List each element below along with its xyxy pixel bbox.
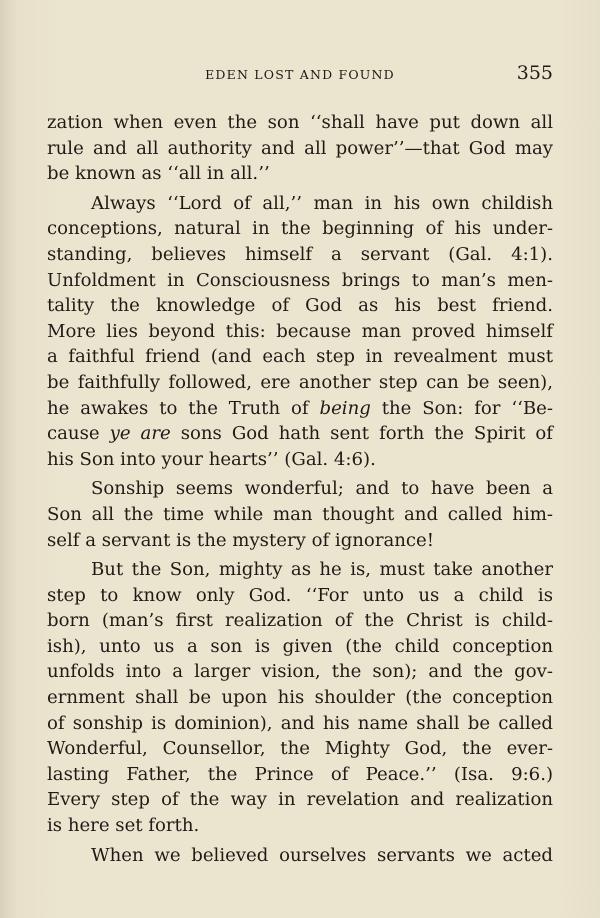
text-line: standing, believes himself a servant (Gal. 4:1). <box>47 243 553 265</box>
paragraph <box>47 191 553 473</box>
text-line: born (man’s first realization of the Christ is child- <box>47 610 553 632</box>
text-line: Always ‘‘Lord of all,’’ man in his own childish <box>91 192 553 214</box>
running-title: EDEN LOST AND FOUND <box>205 67 395 82</box>
text-line: of sonship is dominion), and his name shall be called <box>47 712 553 734</box>
text-line: More lies beyond this: because man proved himself <box>47 320 553 342</box>
text-line: self a servant is the mystery of ignorance! <box>47 529 435 551</box>
text-line: he awakes to the Truth of being the Son: for ‘‘Be- <box>47 397 553 419</box>
text-line: rule and all authority and all power’’—that God may <box>47 137 553 159</box>
text-line: ish), unto us a son is given (the child conception <box>47 635 553 657</box>
text-line: zation when even the son ‘‘shall have put down all <box>47 112 553 133</box>
text-line: Son all the time while man thought and called him- <box>47 503 553 525</box>
text-line: Every step of the way in revelation and realization <box>47 789 553 811</box>
text-line: is here set forth. <box>47 815 200 837</box>
text-line: be faithfully followed, ere another step can be seen), <box>47 371 553 393</box>
text-line: his Son into your hearts’’ (Gal. 4:6). <box>47 448 376 470</box>
text-line: tality the knowledge of God as his best friend. <box>47 295 553 317</box>
text-line: unfolds into a larger vision, the son); and the gov- <box>47 661 553 683</box>
text-line: Sonship seems wonderful; and to have been a <box>91 478 553 500</box>
paragraph <box>47 557 553 839</box>
paragraph <box>47 110 553 187</box>
body-text <box>47 110 553 868</box>
text-line: a faithful friend (and each step in revealment must <box>47 346 553 368</box>
text-line: lasting Father, the Prince of Peace.’’ (Isa. 9:6.) <box>47 763 553 785</box>
text-line: conceptions, natural in the beginning of his under- <box>47 218 553 240</box>
text-line: Wonderful, Counsellor, the Mighty God, the ever- <box>47 738 553 760</box>
page-number: 355 <box>516 62 553 84</box>
running-head <box>47 62 553 86</box>
text-line: Unfoldment in Consciousness brings to man’s men- <box>47 269 553 291</box>
text-line: When we believed ourselves servants we acted <box>91 844 553 866</box>
text-line: But the Son, mighty as he is, must take another <box>91 559 553 581</box>
text-line: be known as ‘‘all in all.’’ <box>47 163 270 185</box>
paragraph <box>47 843 553 869</box>
text-line: step to know only God. ‘‘For unto us a child is <box>47 584 553 606</box>
text-line: ernment shall be upon his shoulder (the conception <box>47 687 553 709</box>
paragraph <box>47 476 553 553</box>
text-line: cause ye are sons God hath sent forth the Spirit of <box>47 423 553 445</box>
